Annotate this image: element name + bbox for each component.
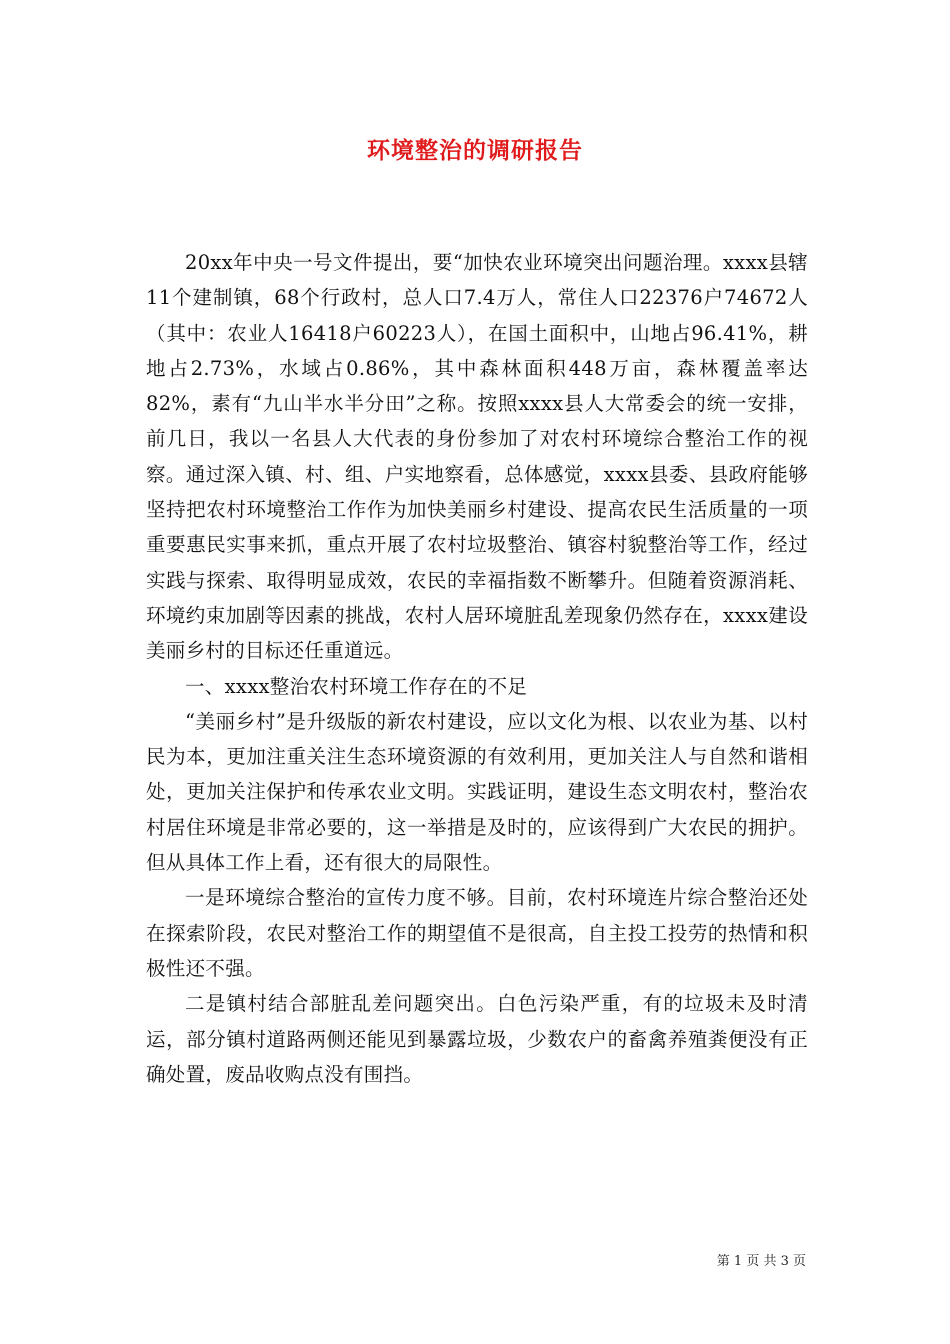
document-title: 环境整治的调研报告 xyxy=(367,137,583,164)
document-body xyxy=(146,245,808,1092)
paragraph-point-one: 一是环境综合整治的宣传力度不够。目前，农村环境连片综合整治还处在探索阶段，农民对整治工作的期望值不是很高，自主投工投劳的热情和积极性还不强。 xyxy=(146,886,808,980)
paragraph-point-two: 二是镇村结合部脏乱差问题突出。白色污染严重，有的垃圾未及时清运，部分镇村道路两侧还能见到暴露垃圾，少数农户的畜禽养殖粪便没有正确处置，废品收购点没有围挡。 xyxy=(146,992,808,1086)
page-number: 第 1 页 共 3 页 xyxy=(716,1254,806,1269)
section-heading: 一、xxxx整治农村环境工作存在的不足 xyxy=(185,674,528,698)
paragraph-beautiful-village: “美丽乡村”是升级版的新农村建设，应以文化为根、以农业为基、以村民为本，更加注重关注生态环境资源的有效利用，更加关注人与自然和谐相处，更加关注保护和传承农业文明。实践证明，建设生态文明农村，整治农村居住环境是非常必要的，这一举措是及时的，应该得到广大农民的拥护。但从具体工作上看，还有很大的局限性。 xyxy=(146,709,808,875)
paragraph-intro: 20xx年中央一号文件提出，要“加快农业环境突出问题治理。xxxx县辖11个建制镇，68个行政村，总人口7.4万人，常住人口22376户74672人（其中：农业人16418户60223人），在国土面积中，山地占96.41%，耕地占2.73%，水域占0.86%，其中森林面积448万亩，森林覆盖率达82%，素有“九山半水半分田”之称。按照xxxx县人大常委会的统一安排，前几日，我以一名县人大代表的身份参加了对农村环境综合整治工作的视察。通过深入镇、村、组、户实地察看，总体感觉，xxxx县委、县政府能够坚持把农村环境整治工作作为加快美丽乡村建设、提高农民生活质量的一项重要惠民实事来抓，重点开展了农村垃圾整治、镇容村貌整治等工作，经过实践与探索、取得明显成效，农民的幸福指数不断攀升。但随着资源消耗、环境约束加剧等因素的挑战，农村人居环境脏乱差现象仍然存在，xxxx建设美丽乡村的目标还任重道远。 xyxy=(146,251,808,663)
